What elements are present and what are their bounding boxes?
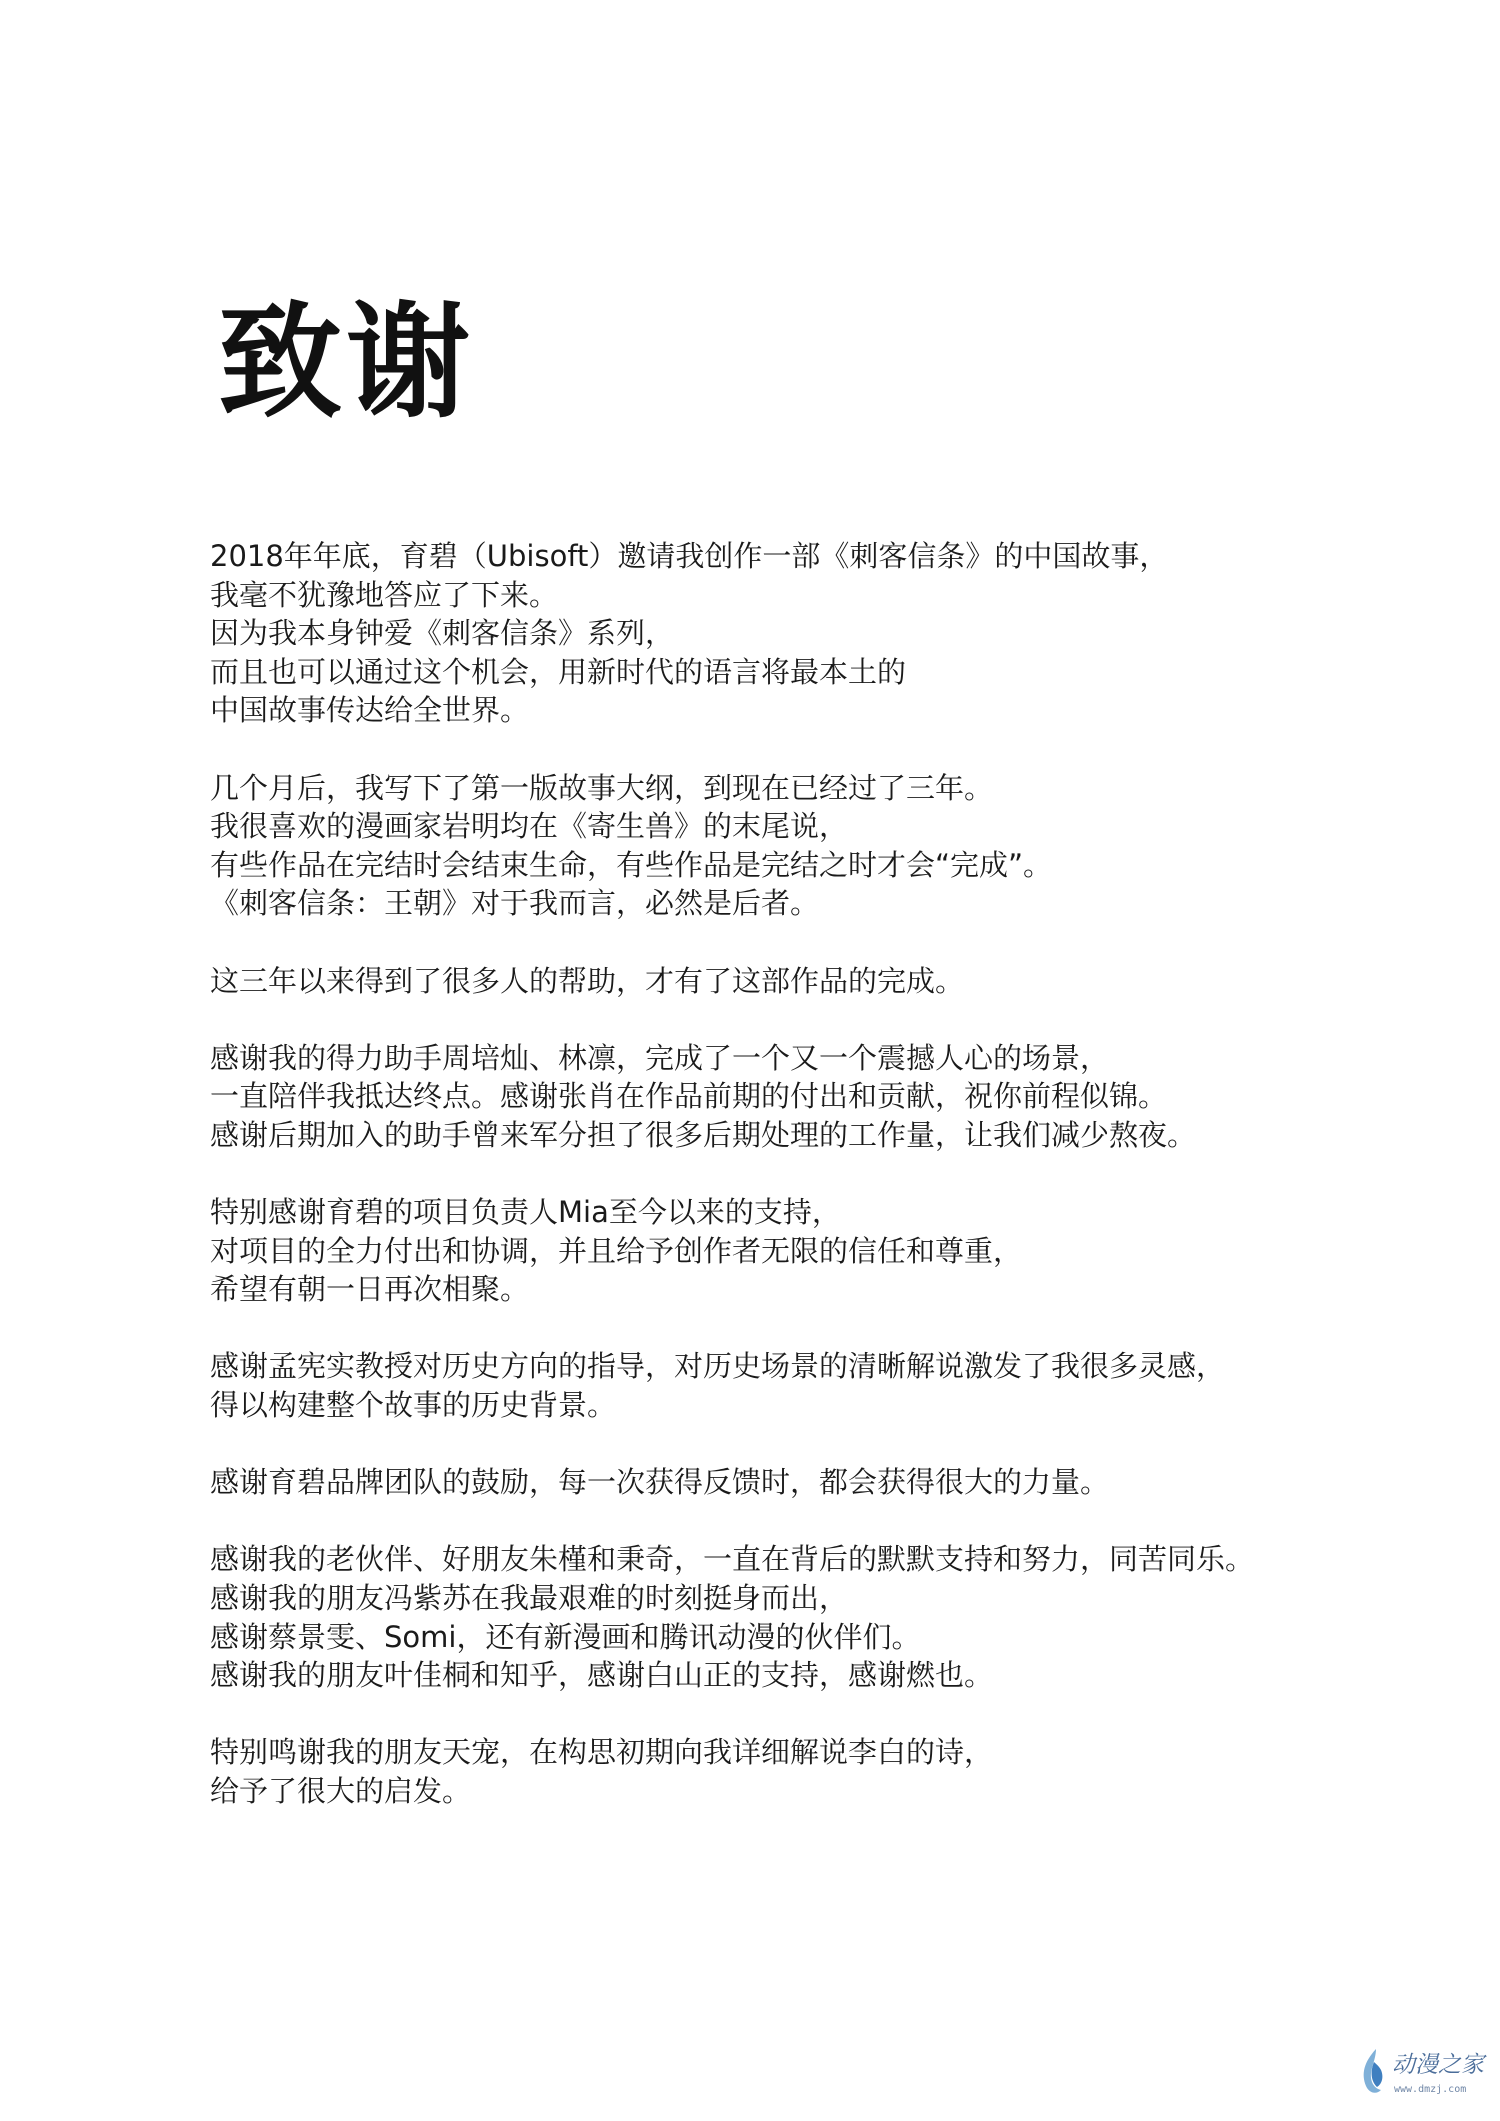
text-line: 我很喜欢的漫画家岩明均在《寄生兽》的末尾说， bbox=[210, 809, 849, 844]
text-line: 希望有朝一日再次相聚。 bbox=[210, 1272, 530, 1307]
text-line: 感谢育碧品牌团队的鼓励，每一次获得反馈时，都会获得很大的力量。 bbox=[210, 1465, 1110, 1500]
text-line: 感谢我的朋友叶佳桐和知乎，感谢白山正的支持，感谢燃也。 bbox=[210, 1658, 994, 1693]
text-line: 给予了很大的启发。 bbox=[210, 1774, 472, 1808]
dmzj-logo-icon bbox=[1360, 2048, 1386, 2096]
watermark-name: 动漫之家 bbox=[1392, 2052, 1484, 2078]
page-title: 致谢 bbox=[218, 291, 475, 435]
text-line: 感谢我的老伙伴、好朋友朱槿和秉奇，一直在背后的默默支持和努力，同苦同乐。 bbox=[210, 1542, 1255, 1577]
text-line: 《刺客信条：王朝》对于我而言，必然是后者。 bbox=[210, 886, 820, 921]
text-line: 感谢我的得力助手周培灿、林凛，完成了一个又一个震撼人心的场景， bbox=[210, 1040, 1110, 1075]
paragraph bbox=[210, 1540, 1410, 1694]
paragraph bbox=[210, 769, 1410, 923]
acknowledgement-text bbox=[210, 537, 1410, 1849]
text-line: 感谢后期加入的助手曾来军分担了很多后期处理的工作量，让我们减少熬夜。 bbox=[210, 1117, 1197, 1152]
paragraph bbox=[210, 1347, 1410, 1424]
text-line: 感谢我的朋友冯紫苏在我最艰难的时刻挺身而出， bbox=[210, 1581, 849, 1616]
paragraph bbox=[210, 1463, 1410, 1502]
text-line: 得以构建整个故事的历史背景。 bbox=[210, 1388, 617, 1423]
paragraph bbox=[210, 537, 1410, 730]
text-line: 中国故事传达给全世界。 bbox=[210, 693, 530, 728]
text-line: 特别鸣谢我的朋友天宠，在构思初期向我详细解说李白的诗， bbox=[210, 1735, 994, 1770]
paragraph bbox=[210, 962, 1410, 1001]
text-line: 因为我本身钟爱《刺客信条》系列， bbox=[210, 616, 675, 651]
paragraph bbox=[210, 1733, 1410, 1810]
paragraph bbox=[210, 1193, 1410, 1309]
text-line: 这三年以来得到了很多人的帮助，才有了这部作品的完成。 bbox=[210, 963, 965, 998]
text-line: 有些作品在完结时会结束生命，有些作品是完结之时才会“完成”。 bbox=[210, 847, 1053, 882]
paragraph bbox=[210, 1039, 1410, 1155]
watermark bbox=[1360, 2042, 1492, 2112]
text-line: 感谢蔡景雯、Somi，还有新漫画和腾讯动漫的伙伴们。 bbox=[210, 1619, 921, 1654]
watermark-url: www.dmzj.com bbox=[1394, 2084, 1467, 2095]
text-line: 对项目的全力付出和协调，并且给予创作者无限的信任和尊重， bbox=[210, 1233, 1023, 1268]
text-line: 特别感谢育碧的项目负责人Mia至今以来的支持， bbox=[210, 1195, 841, 1230]
text-line: 一直陪伴我抵达终点。感谢张肖在作品前期的付出和贡献，祝你前程似锦。 bbox=[210, 1079, 1168, 1114]
text-line: 几个月后，我写下了第一版故事大纲，到现在已经过了三年。 bbox=[210, 770, 994, 805]
text-line: 而且也可以通过这个机会，用新时代的语言将最本土的 bbox=[210, 654, 907, 689]
text-line: 我毫不犹豫地答应了下来。 bbox=[210, 577, 559, 612]
text-line: 2018年年底，育碧（Ubisoft）邀请我创作一部《刺客信条》的中国故事， bbox=[210, 539, 1169, 573]
text-line: 感谢孟宪实教授对历史方向的指导，对历史场景的清晰解说激发了我很多灵感， bbox=[210, 1349, 1226, 1384]
